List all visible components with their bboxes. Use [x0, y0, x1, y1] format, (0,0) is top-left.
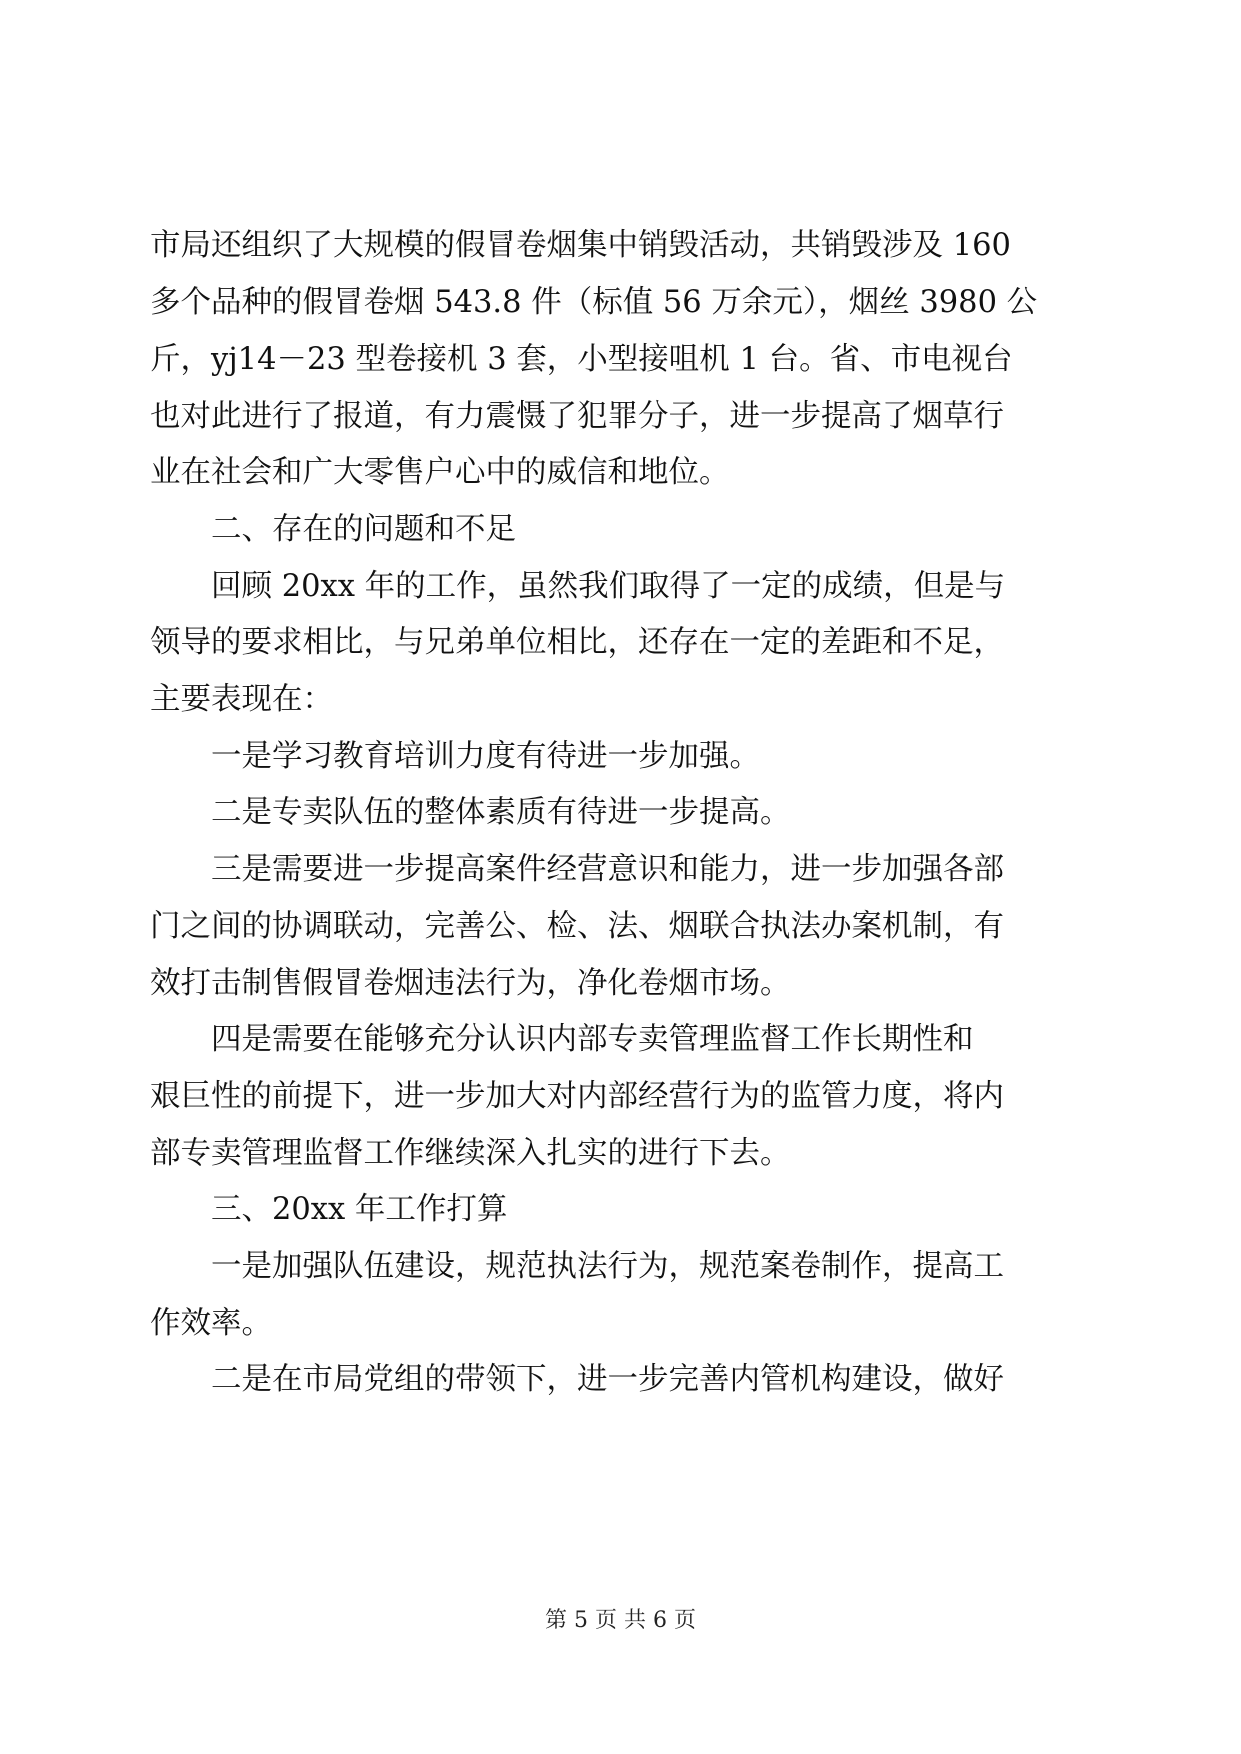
text-line: 回顾 20xx 年的工作，虽然我们取得了一定的成绩，但是与 — [211, 569, 1006, 604]
text-line: 门之间的协调联动，完善公、检、法、烟联合执法办案机制，有 — [150, 909, 1004, 944]
text-line: 二是专卖队伍的整体素质有待进一步提高。 — [211, 795, 791, 830]
text-line: 一是学习教育培训力度有待进一步加强。 — [211, 739, 760, 774]
text-line: 也对此进行了报道，有力震慑了犯罪分子，进一步提高了烟草行 — [150, 399, 1004, 434]
section-heading: 二、存在的问题和不足 — [211, 512, 516, 547]
text-line: 业在社会和广大零售户心中的威信和地位。 — [150, 455, 730, 490]
text-line: 一是加强队伍建设，规范执法行为，规范案卷制作，提高工 — [211, 1249, 1004, 1284]
text-line: 二是在市局党组的带领下，进一步完善内管机构建设，做好 — [211, 1362, 1004, 1397]
section-heading: 三、20xx 年工作打算 — [211, 1192, 508, 1227]
text-line: 多个品种的假冒卷烟 543.8 件（标值 56 万余元），烟丝 3980 公 — [150, 285, 1038, 320]
text-line: 艰巨性的前提下，进一步加大对内部经营行为的监管力度，将内 — [150, 1079, 1004, 1114]
text-line: 领导的要求相比，与兄弟单位相比，还存在一定的差距和不足， — [150, 625, 1004, 660]
page-number: 第 5 页 共 6 页 — [545, 1608, 696, 1633]
text-line: 部专卖管理监督工作继续深入扎实的进行下去。 — [150, 1136, 791, 1171]
text-line: 主要表现在： — [150, 682, 333, 717]
page-footer — [0, 1606, 1241, 1636]
text-line: 四是需要在能够充分认识内部专卖管理监督工作长期性和 — [211, 1022, 974, 1057]
text-line: 斤，yj14－23 型卷接机 3 套，小型接咀机 1 台。省、市电视台 — [150, 342, 1013, 377]
text-line: 市局还组织了大规模的假冒卷烟集中销毁活动，共销毁涉及 160 — [150, 228, 1011, 263]
text-line: 作效率。 — [150, 1306, 272, 1341]
text-line: 效打击制售假冒卷烟违法行为，净化卷烟市场。 — [150, 966, 791, 1001]
text-line: 三是需要进一步提高案件经营意识和能力，进一步加强各部 — [211, 852, 1004, 887]
